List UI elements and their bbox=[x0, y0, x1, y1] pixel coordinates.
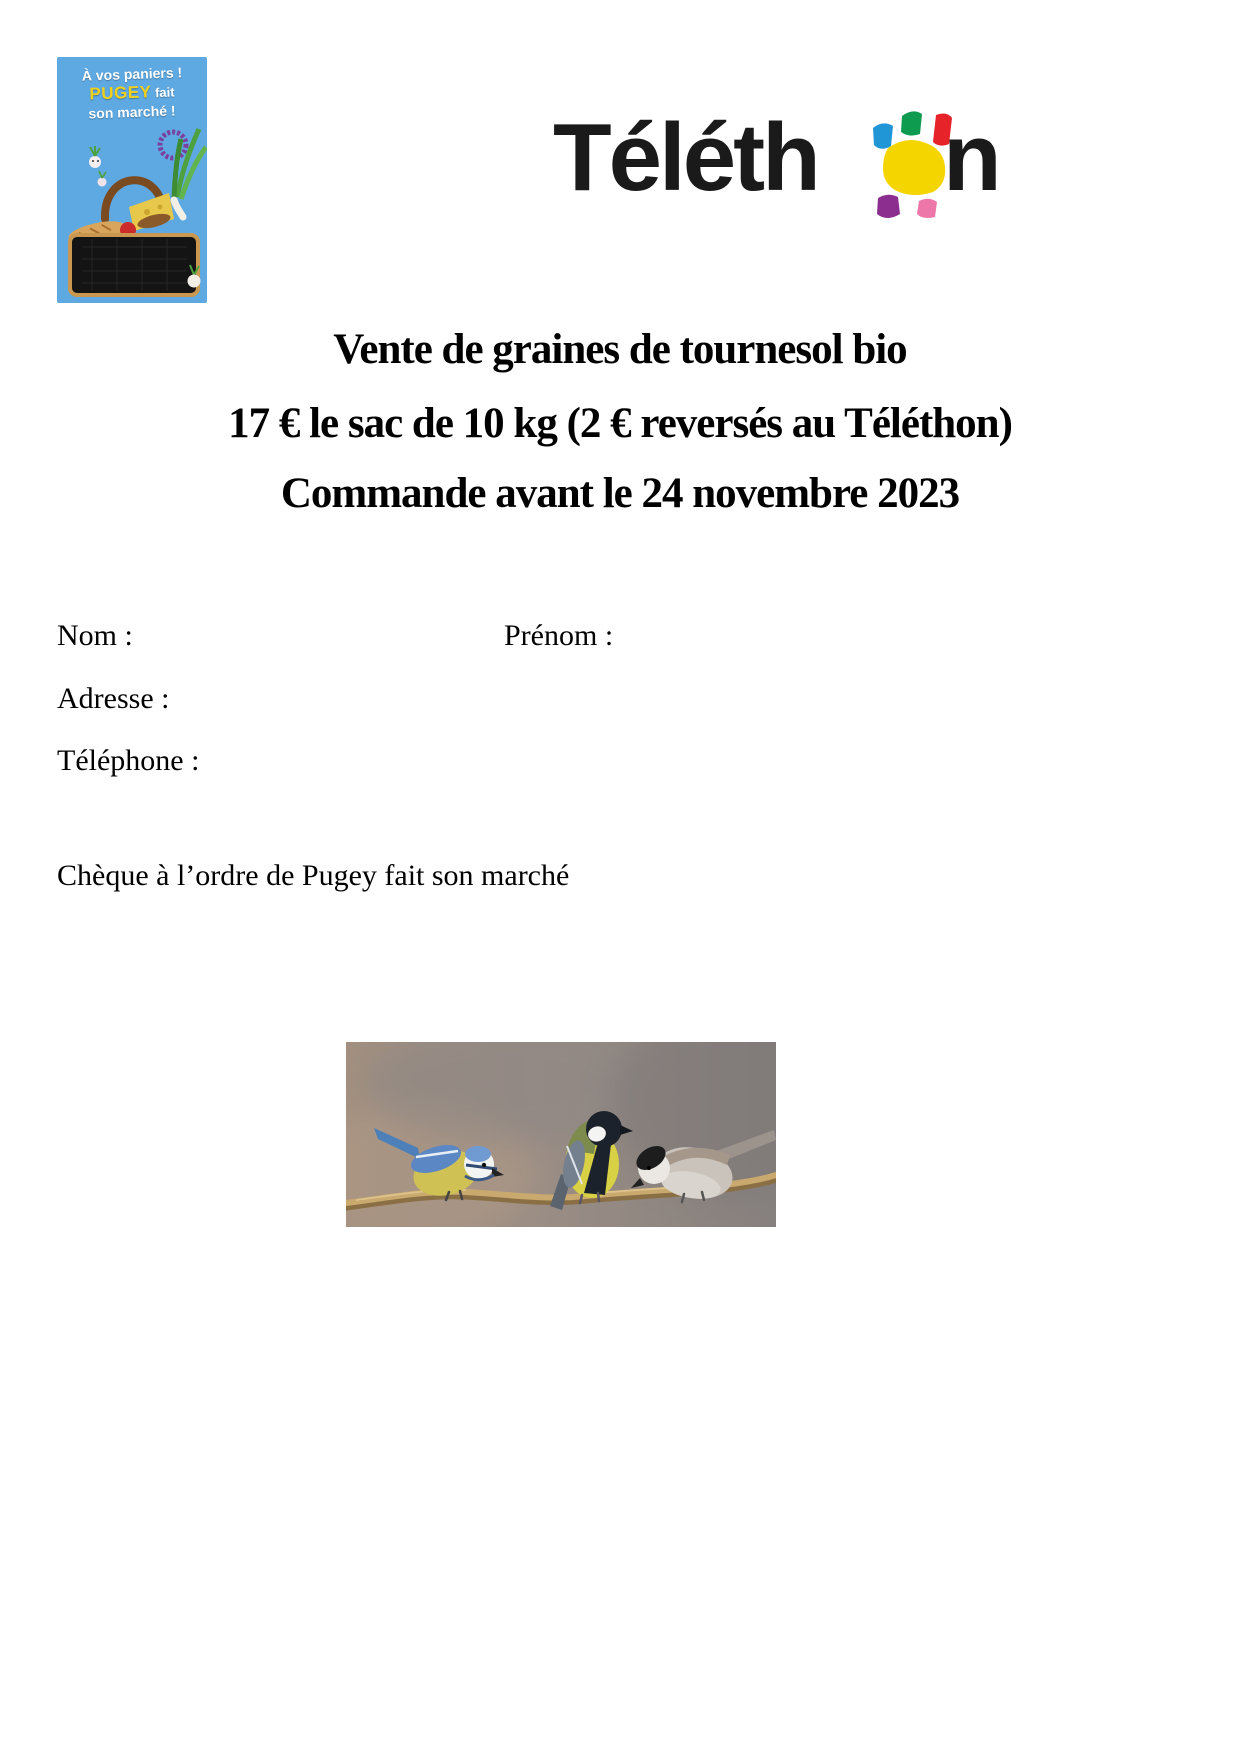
telethon-logo bbox=[553, 98, 1023, 228]
pugey-market-poster bbox=[57, 57, 207, 303]
poster-pugey-word: PUGEY bbox=[89, 82, 152, 104]
nom-label: Nom : bbox=[57, 619, 133, 652]
logo-text-left: Téléth bbox=[553, 104, 818, 211]
poster-fait-word: fait bbox=[151, 84, 175, 101]
poster-line-3: son marché ! bbox=[88, 102, 176, 122]
title-price: 17 € le sac de 10 kg (2 € reversés au Téléthon) bbox=[228, 400, 1012, 447]
title-product: Vente de graines de tournesol bio bbox=[333, 326, 907, 373]
adresse-label: Adresse : bbox=[57, 682, 170, 715]
payment-note: Chèque à l’ordre de Pugey fait son marché bbox=[57, 859, 570, 892]
prenom-label: Prénom : bbox=[504, 619, 614, 652]
telephone-label: Téléphone : bbox=[57, 744, 200, 777]
chalkboard-icon bbox=[70, 235, 198, 295]
birds-photo bbox=[346, 1042, 776, 1227]
title-deadline: Commande avant le 24 novembre 2023 bbox=[280, 470, 960, 517]
leek-icon bbox=[174, 129, 206, 217]
telethon-o-icon bbox=[873, 111, 952, 218]
logo-text-right: n bbox=[943, 104, 1002, 211]
radish-icon bbox=[89, 146, 107, 187]
poster-line-1: À vos paniers ! bbox=[81, 64, 183, 84]
